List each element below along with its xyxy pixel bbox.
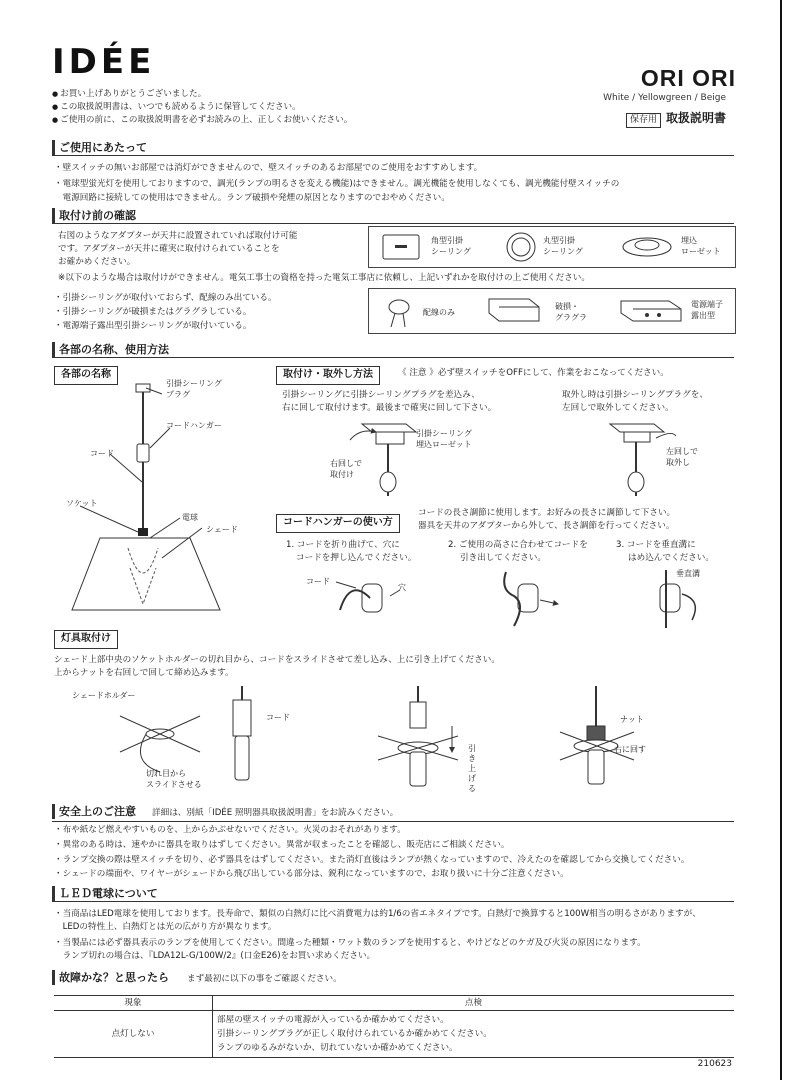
trouble-sub: まず最初に以下の事をご確認ください。 xyxy=(187,974,342,984)
symptom-cell: 点灯しない xyxy=(54,1011,213,1058)
keep-badge: 保存用 xyxy=(626,113,661,128)
section-trouble: 故障かな？と思ったら まず最初に以下の事をご確認ください。 xyxy=(52,970,734,987)
usage-line: 電源回路に接続しての使用はできません。ランプ破損や発煙の原因となりますのでおやめください。 xyxy=(54,193,450,203)
intro-item: ● ご使用の前に、この取扱説明書を必ずお読みの上、正しくお使いください。 xyxy=(52,114,352,127)
hanger-desc: コードの長さ調節に使用します。お好みの長さに調節して下さい。 xyxy=(418,508,676,518)
usage-line: ・壁スイッチの無いお部屋では消灯ができませんので、壁スイッチのあるお部屋でのご使用をおすすめします。 xyxy=(54,163,483,173)
safety-line: ・ランプ交換の際は壁スイッチを切り、必ず器具をはずしてください。また消灯直後はランプが熱くなっていますので、冷えたのを確認してから交換してください。 xyxy=(54,855,690,865)
trouble-table xyxy=(54,995,734,1058)
detach-line: 左回しで取外してください。 xyxy=(562,403,674,413)
hanger-step-2b: 引き出してください。 xyxy=(460,553,546,563)
precheck-line: 右図のようなアダプターが天井に設置されていれば取付け可能 xyxy=(58,231,298,241)
label-turn-right: 右回しで 取付け xyxy=(330,459,362,479)
led-line: LEDの特性上、白熱灯とは光の広がり方が異なります。 xyxy=(54,922,277,932)
label-turn-left: 左回しで 取外し xyxy=(666,447,698,467)
label-shade-holder: シェードホルダー xyxy=(72,691,136,700)
table-row xyxy=(54,1011,734,1058)
hanger-step-1: 1. コードを折り曲げて、穴に xyxy=(286,540,400,550)
detach-line: 取外し時は引掛シーリングプラグを、 xyxy=(562,390,708,400)
ng-line: ・引掛シーリングが破損またはグラグラしている。 xyxy=(54,307,252,317)
ng-type-exposed: 電源端子 露出型 xyxy=(691,300,723,320)
check-item: ランプのゆるみがないか、切れていないか確かめてください。 xyxy=(217,1043,458,1054)
precheck-line: です。アダプターが天井に確実に取付けられていることを xyxy=(58,244,280,254)
label-hole: 穴 xyxy=(398,583,406,592)
hanger-step3-drawing xyxy=(632,570,722,630)
check-cell xyxy=(213,1011,735,1058)
attach-box-label: 取付け・取外し方法 xyxy=(276,366,380,385)
doc-title-line xyxy=(626,110,726,128)
led-line: ・当商品はLED電球を使用しております。長寿命で、類似の白熱灯に比べ消費電力は約1/6の省エネタイプです。白熱灯で換算すると100W相当の明るさがありますが、 xyxy=(54,909,701,919)
attach-note: 《 注意 》必ず壁スイッチをOFFにして、作業をおこなってください。 xyxy=(398,368,669,378)
ng-line: ・電源端子露出型引掛シーリングが取付いている。 xyxy=(54,321,252,331)
doc-code: 210623 xyxy=(697,1059,732,1069)
parts-box-label: 各部の名称 xyxy=(54,366,118,385)
hanger-step-2: 2. ご使用の高さに合わせてコードを xyxy=(448,540,588,550)
hanger-step-3b: はめ込んでください。 xyxy=(628,553,714,563)
check-item: 引掛シーリングプラグが正しく取付けられているか確かめてください。 xyxy=(217,1029,492,1040)
product-colors: White / Yellowgreen / Beige xyxy=(603,93,726,103)
label-shade: シェード xyxy=(206,525,238,534)
label-slide: 切れ目から スライドさせる xyxy=(146,769,202,789)
safety-line: ・布や紙など燃えやすいものを、上からかぶせないでください。火災のおそれがあります。 xyxy=(54,825,406,835)
section-precheck: 取付け前の確認 xyxy=(52,208,734,224)
hanger-desc: 器具を天井のアダプターから外して、長さ調節を行ってください。 xyxy=(418,521,675,531)
label-hanger-cord: コード xyxy=(306,577,330,586)
hanger-step-3: 3. コードを垂直溝に xyxy=(616,540,696,550)
fixture-line: シェード上部中央のソケットホルダーの切れ目から、コードをスライドさせて差し込み、上に引き上げてください。 xyxy=(54,655,500,665)
label-turn-right-nut: 右に回す xyxy=(614,745,646,754)
section-safety: 安全上のご注意 詳細は、別紙「IDÉE 照明器具取扱説明書」をお読みください。 xyxy=(52,804,734,822)
section-led: ＬＥＤ電球について xyxy=(52,886,734,902)
label-cord: コード xyxy=(90,449,114,458)
section-parts: 各部の名称、使用方法 xyxy=(52,342,734,358)
trouble-header-row xyxy=(54,996,734,1011)
fixture-line: 上からナットを右回しで回して締め込みます。 xyxy=(54,668,234,678)
label-rosette: 引掛シーリング 埋込ローゼット xyxy=(416,429,472,449)
attach-line: 右に回して取付けます。最後まで確実に回して下さい。 xyxy=(282,403,497,413)
led-line: ・当製品には必ず器具表示のランプを使用してください。間違った種類・ワット数のランプを使用すると、やけどなどのケガ及び火災の原因になります。 xyxy=(54,938,646,948)
col-symptom: 現象 xyxy=(54,996,213,1011)
check-item: 部屋の壁スイッチの電源が入っているか確かめてください。 xyxy=(217,1015,449,1026)
ok-type-square: 角型引掛 シーリング xyxy=(431,236,471,256)
label-fixture-cord: コード xyxy=(266,713,290,722)
fixture-box-label: 灯具取付け xyxy=(54,630,118,649)
ok-type-embedded: 埋込 ローゼット xyxy=(681,236,721,256)
usage-line: ・電球型蛍光灯を使用しておりますので、調光(ランプの明るさを変える機能)はできません。調光機能を使用しなくても、調光機能付壁スイッチの xyxy=(54,179,620,189)
label-groove: 垂直溝 xyxy=(676,569,700,578)
label-plug: 引掛シーリング プラグ xyxy=(166,379,222,399)
product-name: ORI ORI xyxy=(640,65,736,91)
doc-title: 取扱説明書 xyxy=(665,111,726,125)
ng-line: ・引掛シーリングが取付いておらず、配線のみ出ている。 xyxy=(54,293,277,303)
brand-logo: IDÉE xyxy=(52,42,156,82)
label-bulb: 電球 xyxy=(182,513,198,522)
hanger-box-label: コードハンガーの使い方 xyxy=(276,514,400,533)
ok-adapter-box xyxy=(368,226,736,268)
safety-line: ・異常のある時は、速やかに器具を取りはずしてください。異常が収まったことを確認し、販売店にご相談ください。 xyxy=(54,840,510,850)
led-line: ランプ切れの場合は、『LDA12L-G/100W/2』(口金E26)をお買い求めください。 xyxy=(54,951,376,961)
label-pull-up: 引 き 上 げ る xyxy=(468,744,476,793)
label-nut: ナット xyxy=(620,715,644,724)
col-check: 点検 xyxy=(213,996,735,1011)
ng-adapter-box xyxy=(368,288,736,334)
attach-line: 引掛シーリングに引掛シーリングプラグを差込み、 xyxy=(282,390,480,400)
hanger-step-1b: コードを押し込んでください。 xyxy=(296,553,417,563)
intro-item: ● お買い上げありがとうございました。 xyxy=(52,88,352,101)
ng-type-wires: 配線のみ xyxy=(423,308,455,317)
precheck-line: お確かめください。 xyxy=(58,257,136,267)
safety-line: ・シェードの端面や、ワイヤーがシェードから飛び出している部分は、鋭利になっていますので、お取り扱いに十分ご注意ください。 xyxy=(54,869,569,879)
safety-sub: 詳細は、別紙「IDÉE 照明器具取扱説明書」をお読みください。 xyxy=(152,808,399,818)
label-hanger: コードハンガー xyxy=(166,421,222,430)
precheck-note: ※以下のような場合は取付けができません。電気工事士の資格を持った電気工事店に依頼し、上記いずれかを取付けの上ご使用ください。 xyxy=(58,273,590,283)
ng-type-broken: 破損・ グラグラ xyxy=(555,302,587,322)
label-socket: ソケット xyxy=(66,499,98,508)
hanger-step2-drawing xyxy=(496,570,576,630)
ok-type-round: 丸型引掛 シーリング xyxy=(543,236,583,256)
intro-item: ● この取扱説明書は、いつでも読めるように保管してください。 xyxy=(52,101,352,114)
intro-list xyxy=(52,88,352,127)
section-usage: ご使用にあたって xyxy=(52,140,734,156)
